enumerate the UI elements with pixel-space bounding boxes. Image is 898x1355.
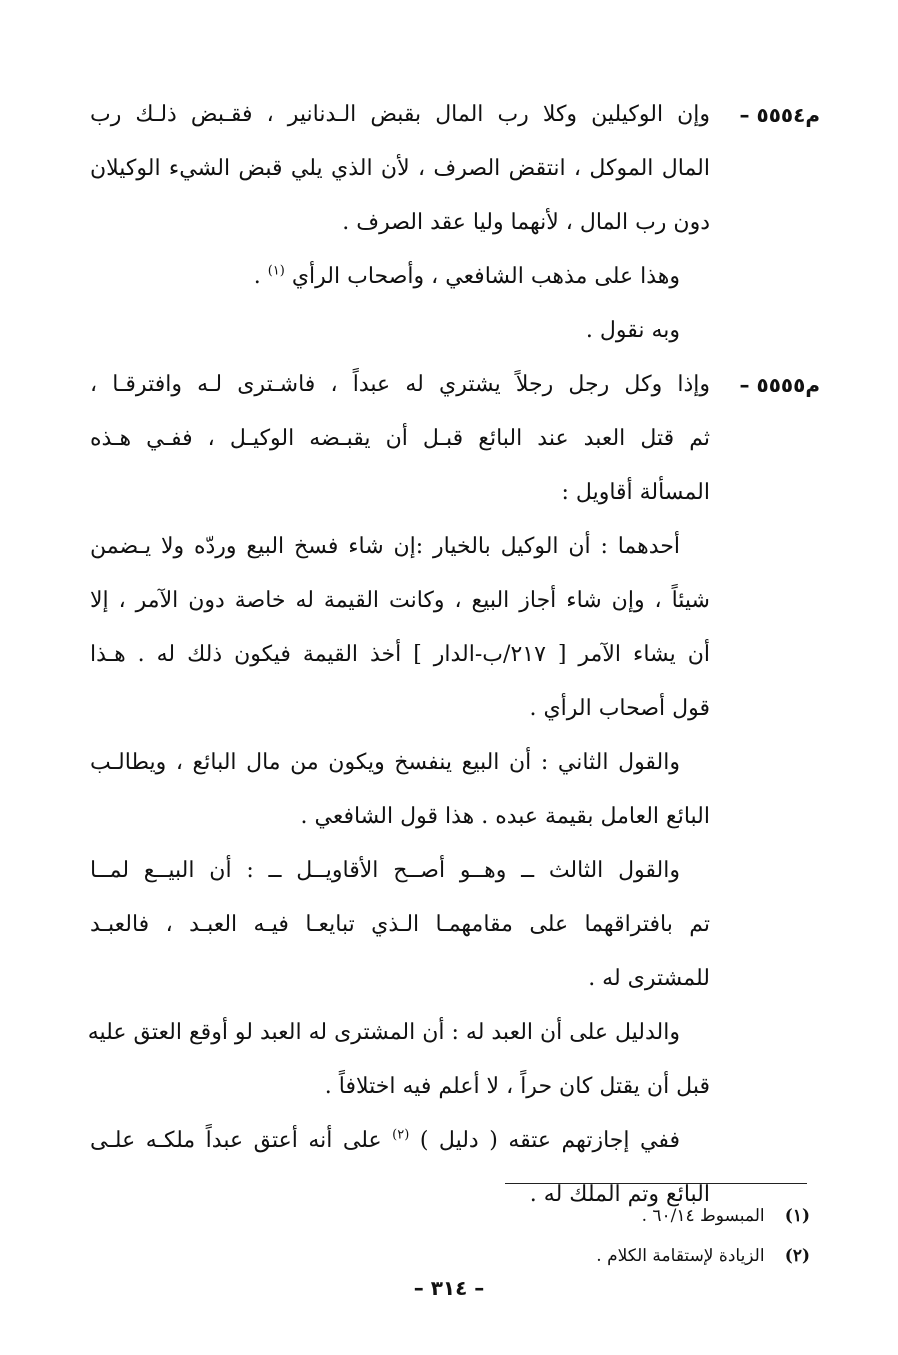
document-body xyxy=(87,88,820,1222)
second-opinion-line-2: البائع العامل بقيمة عبده . هذا قول الشافعي . xyxy=(300,804,710,829)
paragraph-opinion-line xyxy=(90,250,820,304)
footnote-divider xyxy=(505,1183,807,1184)
footnote-ref-2: (٢) xyxy=(392,1127,410,1143)
third-opinion-line-2: تم بافتراقهما على مقامهمـا الـذي تبايعـا فيـه العبـد ، فالعبـد xyxy=(90,912,710,937)
paragraph-5555-line-1 xyxy=(90,358,820,412)
third-opinion-line-3: للمشترى له . xyxy=(588,966,710,991)
third-opinion-line-1: والقول الثالث ــ وهــو أصــح الأقاويــل ــ : أن البيــع لمــا xyxy=(90,858,680,883)
paragraph-5555-line-2: ثم قتل العبد عند البائع قبـل أن يقبـضه الوكيـل ، ففـي هـذه xyxy=(90,426,710,451)
page-number: – ٣١٤ – xyxy=(413,1276,485,1300)
paragraph-5554-line-1 xyxy=(90,88,820,142)
evidence-line-1: والدليل على أن العبد له : أن المشترى له العبد لو أوقع العتق عليه xyxy=(87,1020,680,1045)
paragraph-5554-line-3: دون رب المال ، لأنهما وليا عقد الصرف . xyxy=(342,210,710,235)
footnote-1 xyxy=(300,1196,810,1236)
footnote-1-number: (١) xyxy=(784,1206,810,1226)
paragraph-5554-text-1: وإن الوكيلين وكلا رب المال بقبض الـدنانير ، فقـبض ذلـك رب xyxy=(90,102,710,127)
conclusion-line-1 xyxy=(90,1114,820,1168)
paragraph-5554-line-2: المال الموكل ، انتقض الصرف ، لأن الذي يلي قبض الشيء الوكيلان xyxy=(90,156,710,181)
footnote-2-text: الزيادة لإستقامة الكلام . xyxy=(596,1246,765,1266)
footnote-ref-1: (١) xyxy=(267,263,285,279)
first-opinion-line-1: أحدهما : أن الوكيل بالخيار :إن شاء فسخ البيع وردّه ولا يـضمن xyxy=(90,534,680,559)
footnote-2-number: (٢) xyxy=(784,1246,810,1266)
paragraph-we-say-line: وبه نقول . xyxy=(585,318,680,343)
paragraph-5555-text-1: وإذا وكل رجل رجلاً يشتري له عبداً ، فاشـترى لـه وافترقـا ، xyxy=(90,372,710,397)
conclusion-text-start: ففي إجازتهم عتقه ( دليل ) xyxy=(419,1128,680,1153)
conclusion-text-end: على أنه أعتق عبداً ملكـه علـى xyxy=(90,1128,382,1153)
footnotes xyxy=(300,1196,810,1276)
evidence-line-2: قبل أن يقتل كان حراً ، لا أعلم فيه اختلافاً . xyxy=(324,1074,710,1099)
opinion-text: وهذا على مذهب الشافعي ، وأصحاب الرأي xyxy=(291,264,680,289)
first-opinion-line-3: أن يشاء الآمر [ ٢١٧/ب-الدار ] أخذ القيمة فيكون ذلك له . هـذا xyxy=(90,642,711,667)
opinion-text-end: . xyxy=(253,264,261,289)
paragraph-5555-line-3: المسألة أقاويل : xyxy=(561,480,710,505)
first-opinion-line-2: شيئاً ، وإن شاء أجاز البيع ، وكانت القيمة له خاصة دون الآمر ، إلا xyxy=(90,588,710,613)
conclusion-line-2: البائع وتم الملك له . xyxy=(529,1182,710,1207)
paragraph-number-5554: م٥٥٥٤ – xyxy=(739,103,820,127)
second-opinion-line-1: والقول الثاني : أن البيع ينفسخ ويكون من مال البائع ، ويطالـب xyxy=(90,750,680,775)
footnote-1-text: المبسوط ٦٠/١٤ . xyxy=(641,1206,765,1226)
paragraph-number-5555: م٥٥٥٥ – xyxy=(739,373,820,397)
first-opinion-line-4: قول أصحاب الرأي . xyxy=(529,696,710,721)
footnote-2 xyxy=(300,1236,810,1276)
